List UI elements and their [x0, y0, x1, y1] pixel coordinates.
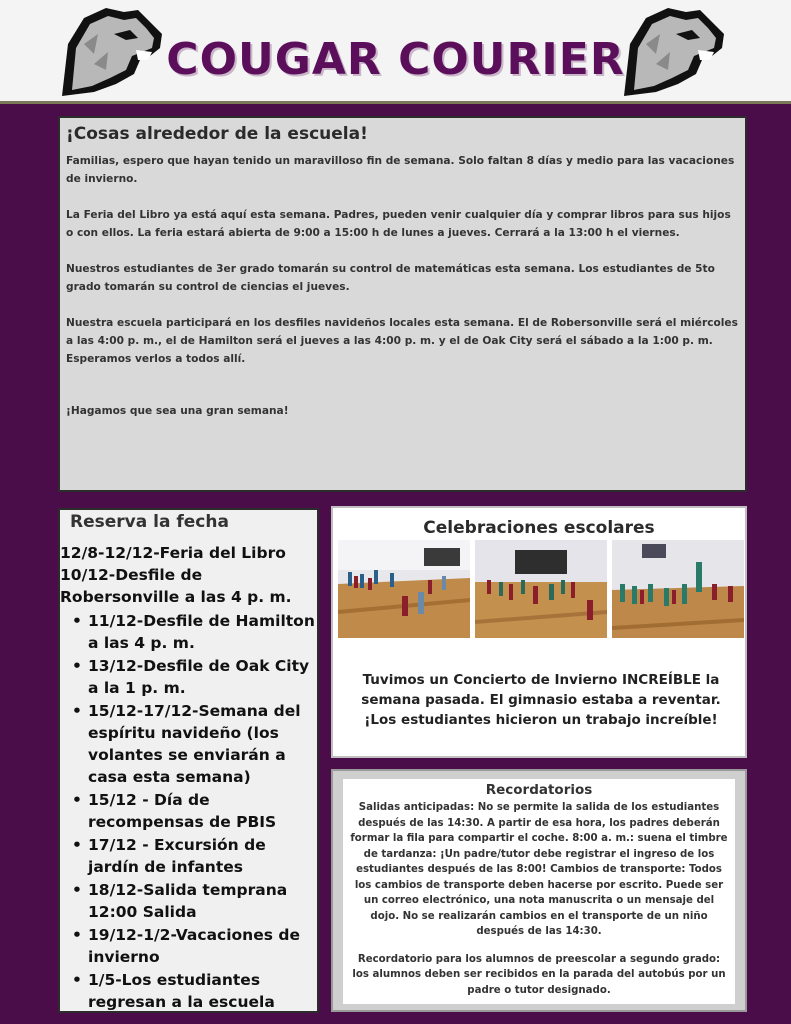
date-item: • 15/12-17/12-Semana del espíritu navideño (los volantes se enviarán a casa esta semana) [60, 700, 317, 788]
reminders-heading: Recordatorios [485, 782, 593, 798]
concert-photo-1 [338, 540, 470, 638]
news-paragraph: La Feria del Libro ya está aquí esta semana. Padres, pueden venir cualquier día y comprar libros para sus hijos o con ellos. La feria estará abierta de 9:00 a 15:00 h de lunes a jueves. Cerrará a la 13:00 h el viernes. [66, 209, 731, 239]
school-news-panel [58, 116, 747, 492]
reminders-panel [331, 769, 747, 1012]
date-list [60, 610, 317, 1013]
photo-strip [338, 540, 744, 638]
news-paragraph: Nuestra escuela participará en los desfiles navideños locales esta semana. El de Robersonville será el miércoles a las 4:00 p. m., el de Hamilton será el jueves a las 4:00 p. m. y el de Oak City será el sábado a la 1:00 p. m. Esperamos verlos a todos allí. [66, 317, 738, 365]
celebrations-panel [331, 506, 747, 758]
save-the-date-panel [58, 508, 319, 1013]
cougar-logo-right-icon [616, 4, 728, 102]
news-paragraph: Familias, espero que hayan tenido un maravilloso fin de semana. Solo faltan 8 días y medio para las vacaciones de invierno. [66, 155, 735, 185]
celebrations-heading: Celebraciones escolares [423, 518, 655, 538]
date-item: • 1/5-Los estudiantes regresan a la escuela [60, 969, 317, 1013]
news-closing: ¡Hagamos que sea una gran semana! [66, 405, 289, 417]
date-item: • 13/12-Desfile de Oak City a la 1 p. m. [60, 655, 317, 699]
concert-photo-2 [475, 540, 607, 638]
date-item: • 18/12-Salida temprana 12:00 Salida [60, 879, 317, 923]
date-item: • 11/12-Desfile de Hamilton a las 4 p. m. [60, 610, 317, 654]
date-item: 12/8-12/12-Feria del Libro [60, 544, 286, 562]
preschool-reminder: Recordatorio para los alumnos de preescolar a segundo grado: los alumnos deben ser recibidos en la parada del autobús por un padre o tutor designado. [352, 953, 726, 996]
news-heading: ¡Cosas alrededor de la escuela! [66, 124, 368, 144]
date-item: 10/12-Desfile de Robersonville a las 4 p. m. [60, 566, 292, 606]
dates-heading: Reserva la fecha [70, 512, 229, 532]
news-paragraph: Nuestros estudiantes de 3er grado tomarán su control de matemáticas esta semana. Los estudiantes de 5to grado tomarán su control de ciencias el jueves. [66, 263, 715, 293]
reminders-body: Salidas anticipadas: No se permite la salida de los estudiantes después de las 14:30. A partir de esa hora, los padres deberán formar la fila para compartir el coche. 8:00 a. m.: suena el timbre de tardanza: ¡Un padre/tutor debe registrar el ingreso de los estudiantes después de las 8:00! Cambios de transporte: Todos los cambios de transporte deben hacerse por escrito. Puede ser un correo electrónico, una nota manuscrita o un mensaje del dojo. No se realizarán cambios en el transporte de un niño después de las 14:30. [350, 802, 728, 937]
newsletter-title: COUGAR COURIER [166, 34, 625, 85]
date-item: • 19/12-1/2-Vacaciones de invierno [60, 924, 317, 968]
concert-photo-3 [612, 540, 744, 638]
date-item: • 17/12 - Excursión de jardín de infantes [60, 834, 317, 878]
header-banner [0, 0, 791, 104]
celebrations-text: Tuvimos un Concierto de Invierno INCREÍBLE la semana pasada. El gimnasio estaba a reventar. ¡Los estudiantes hicieron un trabajo increíble! [361, 672, 721, 728]
date-item: • 15/12 - Día de recompensas de PBIS [60, 789, 317, 833]
reminders-card [343, 779, 735, 1004]
